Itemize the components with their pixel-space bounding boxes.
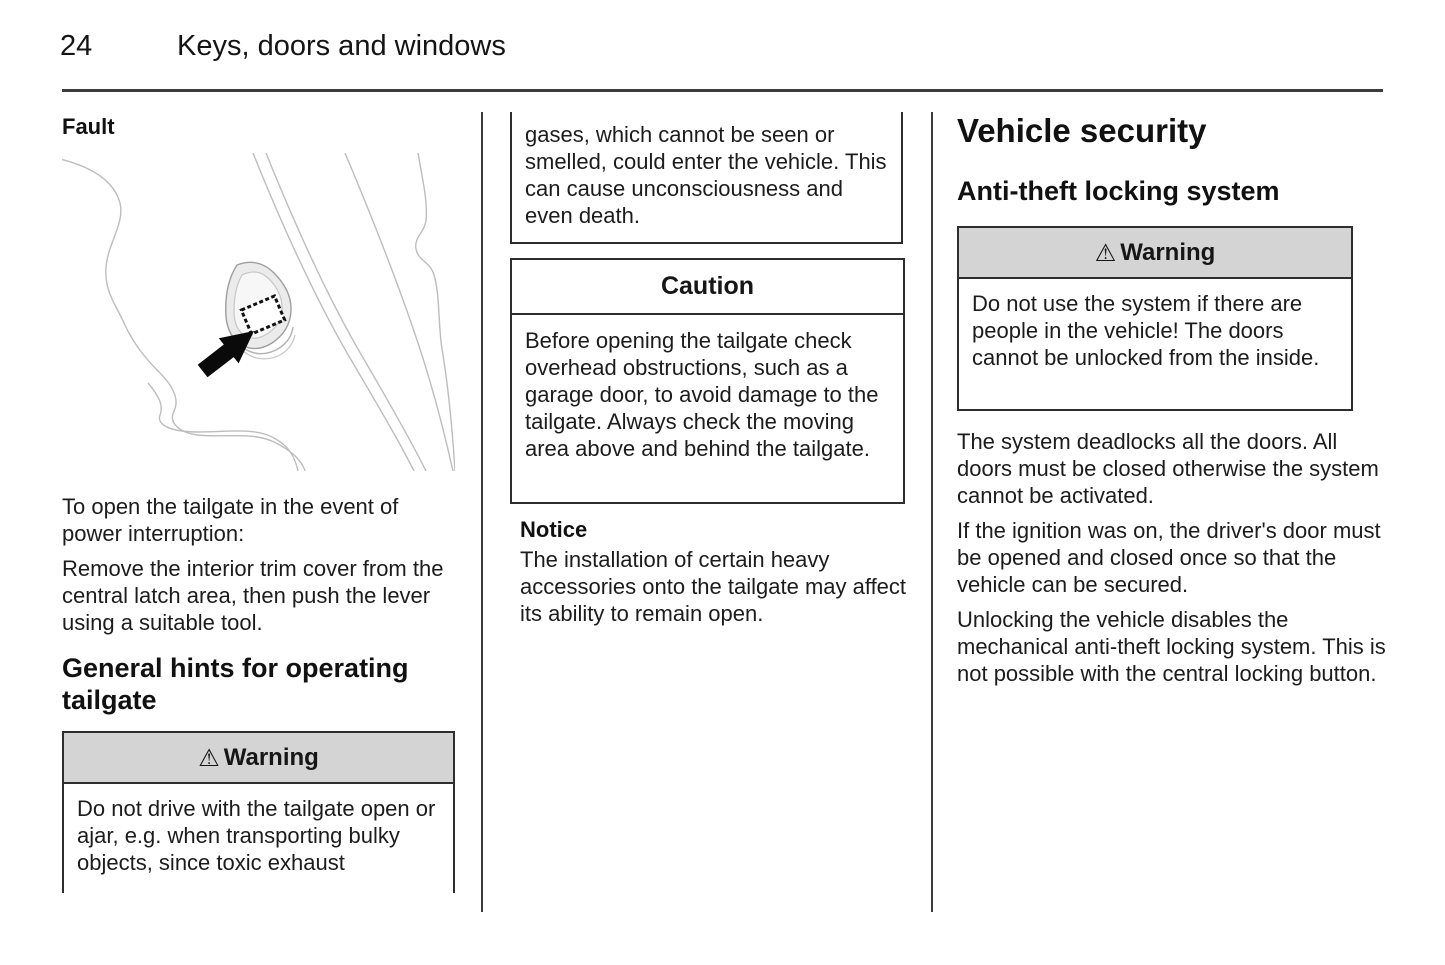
anti-theft-warning-box xyxy=(957,226,1353,411)
fault-heading: Fault xyxy=(62,114,115,139)
page-number: 24 xyxy=(60,30,93,62)
pointer-arrow xyxy=(198,331,254,377)
vehicle-security-heading: Vehicle security xyxy=(957,112,1207,149)
ignition-paragraph: If the ignition was on, the driver's door must be opened and closed once so that the vehicle can be secured. xyxy=(957,518,1381,597)
header-rule xyxy=(62,89,1383,92)
tailgate-latch-illustration xyxy=(62,153,455,471)
unlocking-paragraph: Unlocking the vehicle disables the mechanical anti-theft locking system. This is not possible with the central locking button. xyxy=(957,607,1386,686)
deadlock-paragraph: The system deadlocks all the doors. All doors must be closed otherwise the system cannot be activated. xyxy=(957,429,1379,508)
caution-box-header: Caution xyxy=(512,260,903,315)
warning-body-text: Do not drive with the tailgate open or ajar, e.g. when transporting bulky objects, since toxic exhaust xyxy=(77,796,436,875)
warning-body-text: Do not use the system if there are people in the vehicle! The doors cannot be unlocked from the inside. xyxy=(972,291,1320,370)
column-separator-1 xyxy=(481,112,483,912)
warning-triangle-icon: ⚠ xyxy=(1094,238,1117,267)
caution-box xyxy=(510,258,905,504)
notice-heading: Notice xyxy=(520,517,588,542)
warning-continuation-text: gases, which cannot be seen or smelled, could enter the vehicle. This can cause unconsciousness and even death. xyxy=(525,122,887,228)
warning-title: Warning xyxy=(1120,238,1216,266)
caution-body-text: Before opening the tailgate check overhead obstructions, such as a garage door, to avoid damage to the tailgate. Always check the moving area above and behind the tailgate. xyxy=(525,328,879,461)
warning-triangle-icon: ⚠ xyxy=(198,743,220,772)
notice-body-text: The installation of certain heavy accessories onto the tailgate may affect its ability to remain open. xyxy=(520,547,907,626)
tailgate-warning-box xyxy=(62,731,455,893)
anti-theft-heading: Anti-theft locking system xyxy=(957,176,1280,206)
warning-continuation-box xyxy=(510,112,903,244)
warning-box-header xyxy=(959,228,1351,279)
tailgate-open-intro-paragraph: To open the tailgate in the event of power interruption: xyxy=(62,494,399,546)
tailgate-open-instruction-paragraph: Remove the interior trim cover from the central latch area, then push the lever using a suitable tool. xyxy=(62,556,444,635)
warning-box-header xyxy=(64,733,453,784)
chapter-title: Keys, doors and windows xyxy=(177,30,506,62)
general-hints-heading: General hints for operating tailgate xyxy=(62,653,409,715)
warning-title: Warning xyxy=(223,743,319,771)
column-separator-2 xyxy=(931,112,933,912)
